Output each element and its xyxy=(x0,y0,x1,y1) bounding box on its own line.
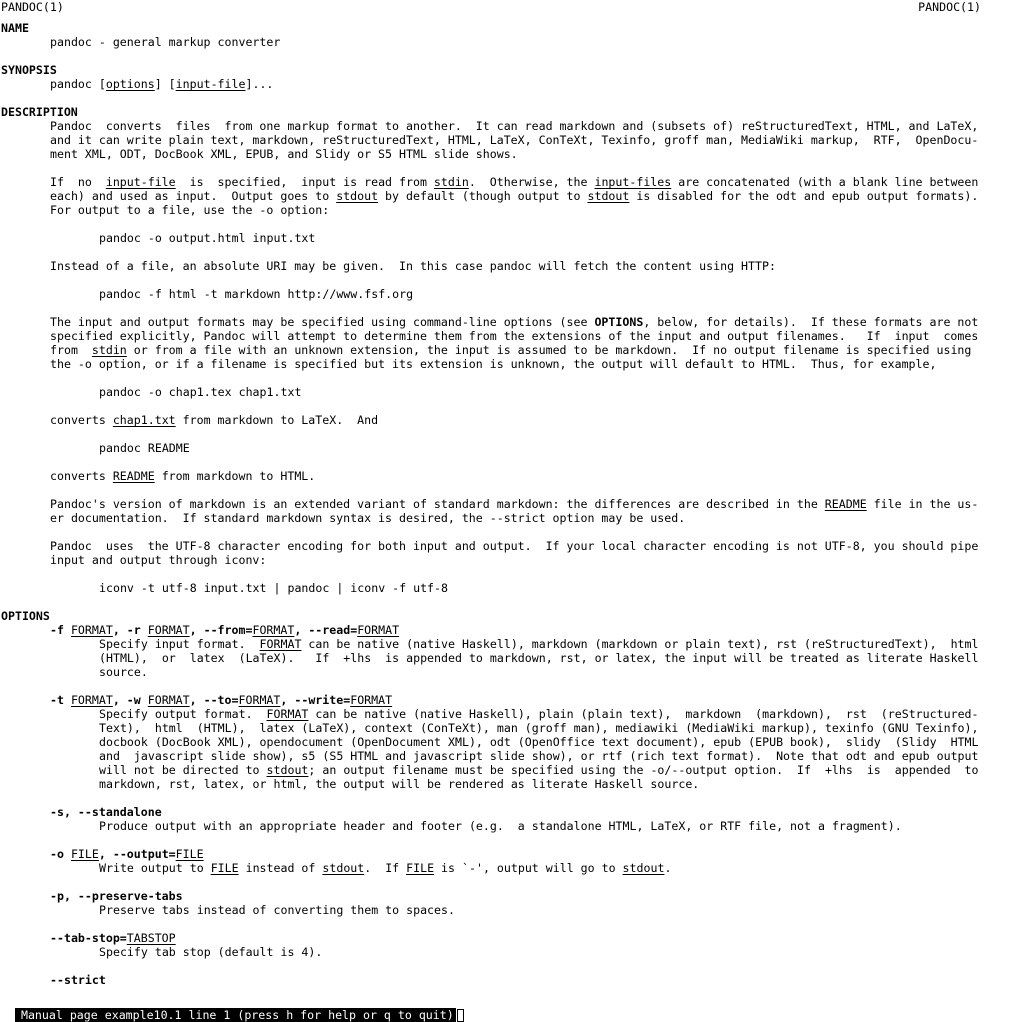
text-segment: is disabled for the odt and epub output formats). xyxy=(629,189,979,203)
text-segment: can be native (native Haskell), markdown (markdown or plain text), rst (reStructuredText), html xyxy=(301,637,979,651)
manpage-line xyxy=(99,637,979,651)
bold-text: OPTIONS xyxy=(594,315,644,329)
underlined-text: chap1.txt xyxy=(112,413,176,427)
manpage-line xyxy=(99,903,455,917)
text-segment: , below, for details). If these formats are not xyxy=(643,315,979,329)
underlined-text: stdout xyxy=(266,763,309,777)
bold-text: --strict xyxy=(50,973,106,987)
underlined-text: options xyxy=(105,77,155,91)
text-segment: each) and used as input. Output goes to xyxy=(50,189,337,203)
text-segment: Specify input format. xyxy=(99,637,260,651)
manpage-line xyxy=(99,287,413,301)
bold-text: , --to= xyxy=(189,693,239,707)
manpage-line xyxy=(99,861,671,875)
text-segment: pandoc README xyxy=(99,441,190,455)
text-segment: ment XML, ODT, DocBook XML, EPUB, and Slidy or S5 HTML slide shows. xyxy=(50,147,518,161)
text-segment: ; an output filename must be specified using the -o/--output option. If +lhs is appended to xyxy=(308,763,979,777)
text-segment: input and output through iconv: xyxy=(50,553,267,567)
underlined-text: stdout xyxy=(622,861,665,875)
underlined-text: stdin xyxy=(433,175,469,189)
manpage-line xyxy=(50,189,978,203)
text-segment: markdown, rst, latex, or html, the output will be rendered as literate Haskell source. xyxy=(99,777,700,791)
text-segment: instead of xyxy=(238,861,323,875)
text-segment: and javascript slide show), s5 (S5 HTML and javascript slide show), or rtf (rich text format). Note that odt and epub output xyxy=(99,749,979,763)
bold-text: NAME xyxy=(1,21,29,35)
text-segment: Instead of a file, an absolute URI may be given. In this case pandoc will fetch the content using HTTP: xyxy=(50,259,776,273)
underlined-text: FORMAT xyxy=(350,693,393,707)
manpage-line xyxy=(50,119,978,133)
underlined-text: FORMAT xyxy=(252,623,295,637)
bold-text: OPTIONS xyxy=(1,609,50,623)
text-segment: Text), html (HTML), latex (LaTeX), context (ConTeXt), man (groff man), mediawiki (MediaWiki markup), texinfo (GNU Texinfo), xyxy=(99,721,979,735)
text-segment: docbook (DocBook XML), opendocument (OpenDocument XML), odt (OpenOffice text document), epub (EPUB book), slidy (Slidy HTML xyxy=(99,735,979,749)
text-segment: by default (though output to xyxy=(378,189,588,203)
manpage-line xyxy=(50,553,266,567)
manpage-line xyxy=(50,931,176,945)
text-segment: will not be directed to xyxy=(99,763,267,777)
underlined-text: input-file xyxy=(175,77,246,91)
manpage-line xyxy=(50,623,399,637)
underlined-text: FORMAT xyxy=(238,693,281,707)
text-segment: Pandoc's version of markdown is an extended variant of standard markdown: the differences are described in the xyxy=(50,497,825,511)
manpage-line xyxy=(99,735,978,749)
manpage-line xyxy=(50,35,280,49)
bold-text: , -w xyxy=(112,693,148,707)
bold-text: , --write= xyxy=(280,693,351,707)
manpage-line xyxy=(50,511,685,525)
underlined-text: README xyxy=(112,469,155,483)
manpage-line xyxy=(99,707,979,721)
text-segment: pandoc - general markup converter xyxy=(50,35,281,49)
manpage-line xyxy=(1,609,50,623)
underlined-text: FILE xyxy=(406,861,435,875)
text-segment: from xyxy=(50,343,92,357)
manpage-line xyxy=(99,749,978,763)
underlined-text: stdout xyxy=(322,861,365,875)
text-segment: specified explicitly, Pandoc will attempt to determine them from the extensions of the input and output filenames. If input comes xyxy=(50,329,979,343)
manpage-line xyxy=(50,133,978,147)
bold-text: , --from= xyxy=(189,623,253,637)
manpage-line xyxy=(99,651,978,665)
manpage-line xyxy=(50,329,978,343)
manpage-line xyxy=(99,581,448,595)
text-segment: or from a file with an unknown extension, the input is assumed to be markdown. If no output filename is specified using xyxy=(126,343,972,357)
manpage-line xyxy=(99,777,699,791)
manpage-line xyxy=(99,665,148,679)
manpage-line xyxy=(50,413,378,427)
underlined-text: FILE xyxy=(210,861,239,875)
manpage-line xyxy=(1,105,78,119)
manpage-line xyxy=(1,21,29,35)
text-segment: If no xyxy=(50,175,106,189)
manpage-line xyxy=(50,805,162,819)
underlined-text: FILE xyxy=(70,847,99,861)
text-segment: Preserve tabs instead of converting them to spaces. xyxy=(99,903,455,917)
manpage-line xyxy=(1,63,57,77)
underlined-text: README xyxy=(824,497,867,511)
manpage-line xyxy=(50,259,776,273)
manpage-line xyxy=(50,847,204,861)
text-segment: and it can write plain text, markdown, reStructuredText, HTML, LaTeX, ConTeXt, Texinfo, groff man, MediaWiki markup, RTF, OpenDocu- xyxy=(50,133,979,147)
text-segment: the -o option, or if a filename is specified but its extension is unknown, the output will default to HTML. Thus, for example, xyxy=(50,357,937,371)
underlined-text: FORMAT xyxy=(147,623,190,637)
underlined-text: FORMAT xyxy=(266,707,309,721)
manpage-line xyxy=(99,385,301,399)
bold-text: DESCRIPTION xyxy=(1,105,78,119)
text-segment: is specified, input is read from xyxy=(175,175,434,189)
bold-text: SYNOPSIS xyxy=(1,63,57,77)
underlined-text: FORMAT xyxy=(357,623,400,637)
text-segment: ]... xyxy=(245,77,274,91)
underlined-text: input-file xyxy=(105,175,176,189)
bold-text: --tab-stop= xyxy=(50,931,127,945)
text-segment: pandoc -o output.html input.txt xyxy=(99,231,316,245)
terminal-cursor[interactable] xyxy=(457,1009,464,1022)
bold-text: -o xyxy=(50,847,71,861)
text-segment: (HTML), or latex (LaTeX). If +lhs is appended to markdown, rst, or latex, the input will be treated as literate Haskell xyxy=(99,651,979,665)
text-segment: . If xyxy=(364,861,407,875)
text-segment: pandoc -f html -t markdown http://www.fsf.org xyxy=(99,287,414,301)
text-segment: pandoc [ xyxy=(50,77,106,91)
manpage-line xyxy=(50,343,971,357)
bold-text: -t xyxy=(50,693,71,707)
text-segment: Produce output with an appropriate header and footer (e.g. a standalone HTML, LaTeX, or RTF file, not a fragment). xyxy=(99,819,902,833)
manpage-line xyxy=(99,763,979,777)
bold-text: -s, --standalone xyxy=(50,805,162,819)
underlined-text: stdin xyxy=(91,343,127,357)
underlined-text: FORMAT xyxy=(70,693,113,707)
manpage-line xyxy=(50,539,978,553)
underlined-text: FORMAT xyxy=(259,637,302,651)
manpage-line xyxy=(99,721,978,735)
manpage-header-right: PANDOC(1) xyxy=(918,0,981,14)
bold-text: -p, --preserve-tabs xyxy=(50,889,183,903)
text-segment: converts xyxy=(50,469,113,483)
text-segment: source. xyxy=(99,665,148,679)
manpage-line xyxy=(50,357,936,371)
manpage-line xyxy=(50,469,315,483)
bold-text: , -r xyxy=(112,623,148,637)
text-segment: The input and output formats may be specified using command-line options (see xyxy=(50,315,595,329)
text-segment: er documentation. If standard markdown syntax is desired, the --strict option may be used. xyxy=(50,511,686,525)
manpage-line xyxy=(50,77,273,91)
text-segment: ] [ xyxy=(154,77,176,91)
bold-text: -f xyxy=(50,623,71,637)
text-segment: from markdown to LaTeX. And xyxy=(175,413,379,427)
manpage-line xyxy=(50,315,978,329)
text-segment: can be native (native Haskell), plain (plain text), markdown (markdown), rst (reStructured- xyxy=(308,707,979,721)
manpage-line xyxy=(99,441,190,455)
manpage-line xyxy=(99,819,902,833)
underlined-text: stdout xyxy=(587,189,630,203)
text-segment: iconv -t utf-8 input.txt | pandoc | iconv -f utf-8 xyxy=(99,581,449,595)
bold-text: , --output= xyxy=(98,847,176,861)
underlined-text: TABSTOP xyxy=(126,931,176,945)
text-segment: Pandoc uses the UTF-8 character encoding for both input and output. If your local character encoding is not UTF-8, you should pipe xyxy=(50,539,979,553)
underlined-text: FORMAT xyxy=(147,693,190,707)
manpage-line xyxy=(50,203,329,217)
underlined-text: FILE xyxy=(175,847,204,861)
manpage-line xyxy=(50,175,978,189)
manpage-line xyxy=(50,889,183,903)
pager-status-bar xyxy=(1,994,464,1022)
manpage-line xyxy=(99,945,322,959)
underlined-text: FORMAT xyxy=(70,623,113,637)
manpage-header-left: PANDOC(1) xyxy=(1,0,64,14)
underlined-text: input-files xyxy=(594,175,672,189)
text-segment: Pandoc converts files from one markup format to another. It can read markdown and (subsets of) reStructuredText, HTML, and LaTeX, xyxy=(50,119,979,133)
text-segment: For output to a file, use the -o option: xyxy=(50,203,330,217)
text-segment: Write output to xyxy=(99,861,211,875)
text-segment: . xyxy=(664,861,672,875)
underlined-text: stdout xyxy=(336,189,379,203)
text-segment: are concatenated (with a blank line between xyxy=(671,175,979,189)
text-segment: from markdown to HTML. xyxy=(154,469,316,483)
manpage-line xyxy=(50,147,518,161)
text-segment: Specify tab stop (default is 4). xyxy=(99,945,323,959)
bold-text: , --read= xyxy=(294,623,358,637)
text-segment: converts xyxy=(50,413,113,427)
text-segment: is `-', output will go to xyxy=(434,861,623,875)
pager-status-text: Manual page example10.1 line 1 (press h for help or q to quit) xyxy=(15,1008,456,1022)
text-segment: pandoc -o chap1.tex chap1.txt xyxy=(99,385,302,399)
text-segment: . Otherwise, the xyxy=(468,175,595,189)
manpage-line xyxy=(50,497,978,511)
manpage-line xyxy=(50,693,392,707)
manpage-line xyxy=(50,973,106,987)
text-segment: Specify output format. xyxy=(99,707,267,721)
text-segment: file in the us- xyxy=(866,497,979,511)
manpage-line xyxy=(99,231,315,245)
